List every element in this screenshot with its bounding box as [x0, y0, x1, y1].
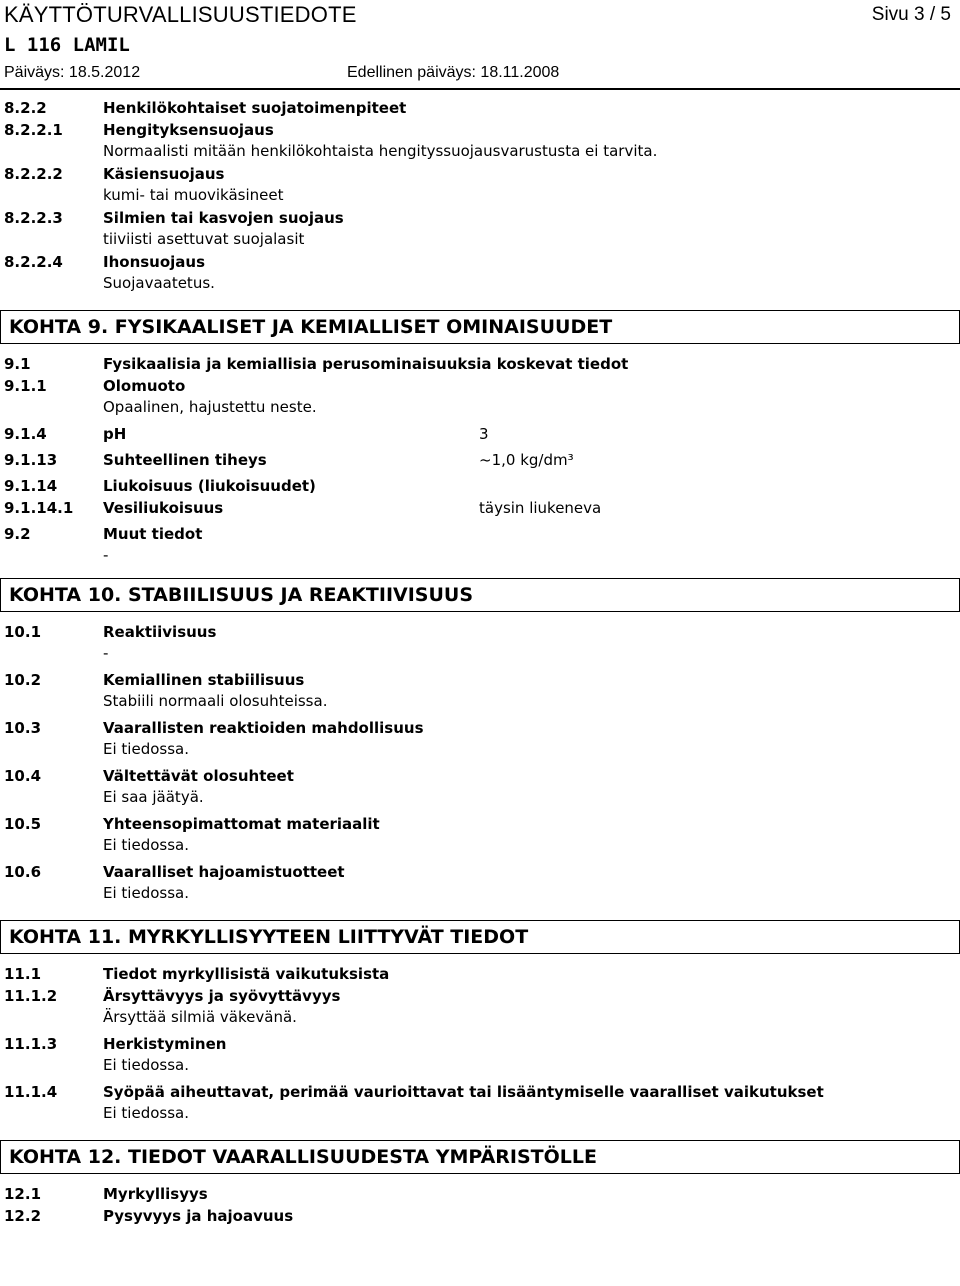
- item-label: Liukoisuus (liukoisuudet): [103, 477, 316, 495]
- item-label: Ihonsuojaus: [103, 253, 206, 271]
- item-number: 11.1.2: [4, 987, 58, 1005]
- item-text-row: [0, 786, 960, 808]
- item-text-row: [0, 642, 960, 664]
- item-number: 12.2: [4, 1207, 42, 1225]
- item-label: Muut tiedot: [103, 525, 203, 543]
- item-number: 8.2.2.3: [4, 209, 63, 227]
- item-text: -: [103, 644, 109, 662]
- previous-date: Edellinen päiväys: 18.11.2008: [347, 64, 560, 81]
- item-row: [0, 860, 960, 882]
- item-text: Ei saa jäätyä.: [103, 788, 204, 806]
- item-number: 9.2: [4, 525, 31, 543]
- item-text-row: [0, 834, 960, 856]
- item-number: 9.1.4: [4, 425, 47, 443]
- item-text-row: [0, 140, 960, 162]
- item-label: Suhteellinen tiheys: [103, 451, 267, 469]
- item-number: 11.1: [4, 965, 42, 983]
- section-title: KOHTA 12. TIEDOT VAARALLISUUDESTA YMPÄRISTÖLLE: [9, 1146, 597, 1168]
- item-number: 11.1.4: [4, 1083, 58, 1101]
- document-date: Päiväys: 18.5.2012: [4, 64, 141, 81]
- item-text: Ärsyttää silmiä väkevänä.: [103, 1008, 297, 1026]
- item-row: [0, 962, 960, 984]
- item-row: [0, 1080, 960, 1102]
- item-text: kumi- tai muovikäsineet: [103, 186, 284, 204]
- item-label: Vaaralliset hajoamistuotteet: [103, 863, 345, 881]
- item-number: 10.6: [4, 863, 42, 881]
- section-title: KOHTA 11. MYRKYLLISYYTEEN LIITTYVÄT TIEDOT: [9, 926, 529, 948]
- item-row: [0, 984, 960, 1006]
- item-row: [0, 162, 960, 184]
- item-text: Ei tiedossa.: [103, 884, 189, 902]
- item-row: [0, 496, 960, 518]
- item-text-row: [0, 184, 960, 206]
- item-label: Olomuoto: [103, 377, 186, 395]
- section-heading: [0, 310, 960, 344]
- item-row: [0, 1032, 960, 1054]
- item-text-row: [0, 396, 960, 418]
- item-text-row: [0, 738, 960, 760]
- document-body: [0, 96, 960, 1226]
- header-divider: [0, 88, 960, 90]
- item-value: täysin liukeneva: [479, 499, 602, 517]
- item-label: Henkilökohtaiset suojatoimenpiteet: [103, 99, 407, 117]
- item-number: 9.1.1: [4, 377, 47, 395]
- item-text-row: [0, 882, 960, 904]
- item-row: [0, 448, 960, 470]
- item-row: [0, 522, 960, 544]
- item-label: Vaarallisten reaktioiden mahdollisuus: [103, 719, 424, 737]
- item-row: [0, 96, 960, 118]
- item-number: 10.5: [4, 815, 42, 833]
- document-title: KÄYTTÖTURVALLISUUSTIEDOTE: [4, 2, 357, 27]
- item-label: Syöpää aiheuttavat, perimää vaurioittavat tai lisääntymiselle vaaralliset vaikutukset: [103, 1083, 824, 1101]
- item-number: 8.2.2.4: [4, 253, 63, 271]
- item-label: Ärsyttävyys ja syövyttävyys: [103, 987, 341, 1005]
- item-number: 8.2.2.2: [4, 165, 63, 183]
- item-text: Ei tiedossa.: [103, 836, 189, 854]
- item-row: [0, 716, 960, 738]
- item-text: Ei tiedossa.: [103, 740, 189, 758]
- item-text-row: [0, 272, 960, 294]
- item-row: [0, 474, 960, 496]
- item-value: 3: [479, 425, 489, 443]
- item-number: 8.2.2.1: [4, 121, 63, 139]
- section-title: KOHTA 9. FYSIKAALISET JA KEMIALLISET OMINAISUUDET: [9, 316, 613, 338]
- item-number: 10.4: [4, 767, 42, 785]
- item-label: Reaktiivisuus: [103, 623, 217, 641]
- item-number: 10.2: [4, 671, 42, 689]
- item-text-row: [0, 1054, 960, 1076]
- item-number: 10.3: [4, 719, 42, 737]
- item-text: -: [103, 546, 109, 564]
- item-text-row: [0, 544, 960, 566]
- item-label: Fysikaalisia ja kemiallisia perusominaisuuksia koskevat tiedot: [103, 355, 629, 373]
- item-row: [0, 620, 960, 642]
- item-number: 9.1.14: [4, 477, 58, 495]
- item-label: Vesiliukoisuus: [103, 499, 224, 517]
- item-text: Stabiili normaali olosuhteissa.: [103, 692, 328, 710]
- item-text: Ei tiedossa.: [103, 1104, 189, 1122]
- item-row: [0, 422, 960, 444]
- item-label: Kemiallinen stabiilisuus: [103, 671, 305, 689]
- section-heading: [0, 578, 960, 612]
- section-title: KOHTA 10. STABIILISUUS JA REAKTIIVISUUS: [9, 584, 474, 606]
- item-row: [0, 352, 960, 374]
- item-label: Silmien tai kasvojen suojaus: [103, 209, 344, 227]
- item-text: Ei tiedossa.: [103, 1056, 189, 1074]
- item-row: [0, 764, 960, 786]
- page-number: Sivu 3 / 5: [871, 4, 951, 25]
- item-number: 9.1.13: [4, 451, 58, 469]
- product-name: L 116 LAMIL: [4, 34, 130, 56]
- item-row: [0, 250, 960, 272]
- section-heading: [0, 1140, 960, 1174]
- item-row: [0, 374, 960, 396]
- item-label: Myrkyllisyys: [103, 1185, 208, 1203]
- item-label: pH: [103, 425, 127, 443]
- item-label: Tiedot myrkyllisistä vaikutuksista: [103, 965, 390, 983]
- item-label: Hengityksensuojaus: [103, 121, 274, 139]
- item-number: 9.1.14.1: [4, 499, 74, 517]
- item-row: [0, 668, 960, 690]
- item-text: Opaalinen, hajustettu neste.: [103, 398, 317, 416]
- item-text: Suojavaatetus.: [103, 274, 215, 292]
- item-text-row: [0, 1006, 960, 1028]
- section-heading: [0, 920, 960, 954]
- item-number: 11.1.3: [4, 1035, 58, 1053]
- item-number: 8.2.2: [4, 99, 47, 117]
- item-label: Yhteensopimattomat materiaalit: [103, 815, 380, 833]
- item-row: [0, 206, 960, 228]
- item-text-row: [0, 690, 960, 712]
- item-label: Käsiensuojaus: [103, 165, 225, 183]
- item-row: [0, 1204, 960, 1226]
- item-row: [0, 812, 960, 834]
- item-text: Normaalisti mitään henkilökohtaista hengityssuojausvarustusta ei tarvita.: [103, 142, 658, 160]
- item-number: 12.1: [4, 1185, 42, 1203]
- item-label: Herkistyminen: [103, 1035, 227, 1053]
- item-value: ~1,0 kg/dm³: [479, 451, 574, 469]
- item-row: [0, 1182, 960, 1204]
- item-row: [0, 118, 960, 140]
- item-label: Pysyvyys ja hajoavuus: [103, 1207, 294, 1225]
- item-label: Vältettävät olosuhteet: [103, 767, 294, 785]
- item-text-row: [0, 228, 960, 250]
- item-number: 9.1: [4, 355, 31, 373]
- item-text: tiiviisti asettuvat suojalasit: [103, 230, 305, 248]
- item-number: 10.1: [4, 623, 42, 641]
- item-text-row: [0, 1102, 960, 1124]
